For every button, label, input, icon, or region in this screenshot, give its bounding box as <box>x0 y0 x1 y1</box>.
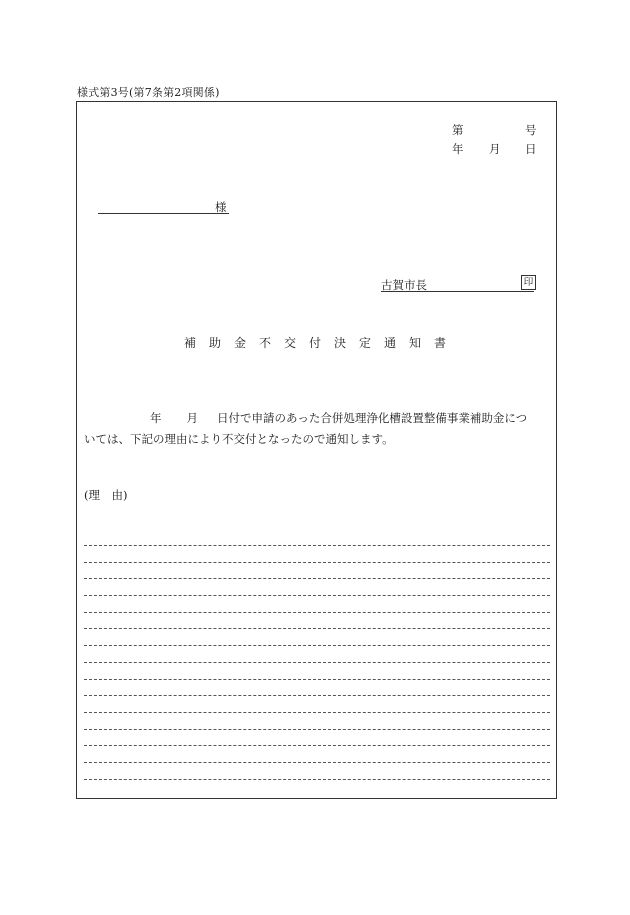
reason-line[interactable] <box>84 762 550 763</box>
document-number-suffix: 号 <box>525 123 537 137</box>
reason-line[interactable] <box>84 645 550 646</box>
reason-line[interactable] <box>84 595 550 596</box>
reason-line[interactable] <box>84 562 550 563</box>
recipient-honorific: 様 <box>215 200 227 214</box>
date-year-label: 年 <box>452 142 464 156</box>
reason-line[interactable] <box>84 712 550 713</box>
seal-stamp: 印 <box>521 275 536 290</box>
reason-line[interactable] <box>84 612 550 613</box>
reason-line[interactable] <box>84 679 550 680</box>
reason-label: (理 由) <box>84 488 128 502</box>
body-line-1-text: 日付で申請のあった合併処理浄化槽設置整備事業補助金につ <box>217 411 528 425</box>
date-month-label: 月 <box>489 142 501 156</box>
body-year: 年 <box>150 411 162 425</box>
body-text-line-1 <box>150 410 527 426</box>
document-number-label: 第 <box>452 123 464 137</box>
reason-line[interactable] <box>84 545 550 546</box>
form-number-label: 様式第3号(第7条第2項関係) <box>77 86 220 99</box>
body-month: 月 <box>186 411 198 425</box>
date-day-label: 日 <box>525 142 537 156</box>
reason-line[interactable] <box>84 695 550 696</box>
reason-line[interactable] <box>84 779 550 780</box>
recipient-name-field[interactable] <box>98 213 229 214</box>
document-title: 補助金不交付決定通知書 <box>183 336 459 350</box>
reason-line[interactable] <box>84 662 550 663</box>
issuer-name: 古賀市長 <box>381 277 534 292</box>
reason-line[interactable] <box>84 628 550 629</box>
body-text-line-2: いては、下記の理由により不交付となったので通知します。 <box>84 432 394 446</box>
reason-lines <box>84 545 550 795</box>
reason-line[interactable] <box>84 745 550 746</box>
reason-line[interactable] <box>84 729 550 730</box>
reason-line[interactable] <box>84 578 550 579</box>
